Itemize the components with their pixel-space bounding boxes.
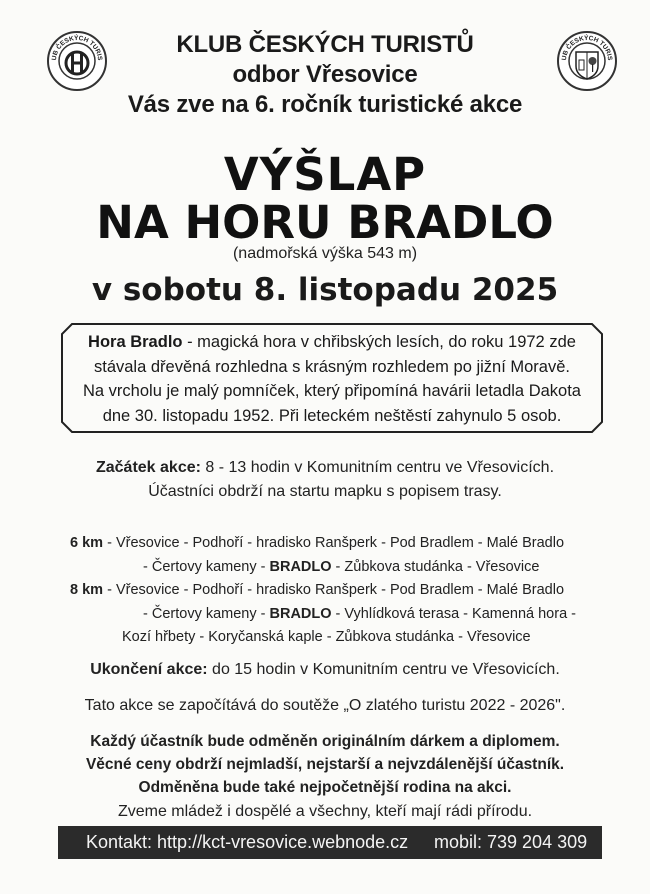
- route-6km-line2: - Čertovy kameny - BRADLO - Zůbkova studánka - Vřesovice: [143, 558, 540, 575]
- end-label: Ukončení akce:: [90, 661, 208, 678]
- club-branch: odbor Vřesovice: [232, 61, 418, 88]
- start-line2: Účastníci obdrží na startu mapku s popisem trasy.: [148, 483, 502, 500]
- end-section: [0, 658, 650, 682]
- info-line1: - magická hora v chřibských lesích, do roku 1972 zde: [182, 333, 576, 351]
- route-8km-distance: 8 km: [70, 582, 104, 598]
- info-lead: Hora Bradlo: [88, 333, 183, 351]
- route-6km-distance: 6 km: [70, 535, 104, 551]
- start-label: Začátek akce:: [95, 459, 201, 476]
- prizes: [0, 730, 650, 799]
- info-line2: stávala dřevěná rozhledna s krásným rozhledem po jižní Moravě.: [94, 357, 570, 376]
- start-section: [0, 456, 650, 504]
- route-8km-line3: Kozí hřbety - Koryčanská kaple - Zůbkova studánka - Vřesovice: [122, 629, 531, 645]
- info-box: [60, 322, 604, 434]
- info-line4: dne 30. listopadu 1952. Při leteckém neštěstí zahynulo 5 osob.: [102, 406, 562, 425]
- route-8km-line1: 8 km - Vřesovice - Podhoří - hradisko Ranšperk - Pod Bradlem - Malé Bradlo: [70, 582, 565, 598]
- contact-web: Kontakt: http://kct-vresovice.webnode.cz: [86, 832, 409, 852]
- contact-phone: mobil: 739 204 309: [434, 832, 588, 852]
- club-name: KLUB ČESKÝCH TURISTŮ: [176, 31, 474, 58]
- prizes-line2: Věcné ceny obdrží nejmladší, nejstarší a nejvzdálenější účastník.: [85, 756, 565, 773]
- event-title-line1: VÝŠLAP: [223, 148, 427, 201]
- contest-note: Tato akce se započítává do soutěže „O zlatého turistu 2022 - 2026".: [84, 697, 566, 714]
- contact-bar: [58, 826, 602, 859]
- event-title-line2: NA HORU BRADLO: [96, 196, 554, 249]
- prizes-line1: Každý účastník bude odměněn originálním dárkem a diplomem.: [90, 733, 560, 750]
- info-line3: Na vrcholu je malý pomníček, který připomíná havárii letadla Dakota: [83, 382, 581, 400]
- start-text: 8 - 13 hodin v Komunitním centru ve Vřesovicích.: [200, 459, 555, 476]
- header: [0, 30, 650, 120]
- left-logo-text: UB ČESKÝCH TURIS: [50, 34, 104, 61]
- route-6km-line1: 6 km - Vřesovice - Podhoří - hradisko Ranšperk - Pod Bradlem - Malé Bradlo: [70, 535, 565, 551]
- route-8km-line2: - Čertovy kameny - BRADLO - Vyhlídková terasa - Kamenná hora -: [143, 605, 576, 622]
- right-logo-text: UB ČESKÝCH TURIS: [560, 34, 614, 61]
- invitation-line: Vás zve na 6. ročník turistické akce: [127, 91, 523, 118]
- prizes-line3: Odměněna bude také nejpočetnější rodina na akci.: [138, 779, 512, 796]
- info-text: [60, 330, 604, 428]
- altitude-note: (nadmořská výška 543 m): [232, 245, 418, 262]
- invite-line: Zveme mládež i dospělé a všechny, kteří mají rádi přírodu.: [117, 803, 533, 820]
- end-text: do 15 hodin v Komunitním centru ve Vřesovicích.: [207, 661, 560, 678]
- event-date: v sobotu 8. listopadu 2025: [91, 272, 559, 308]
